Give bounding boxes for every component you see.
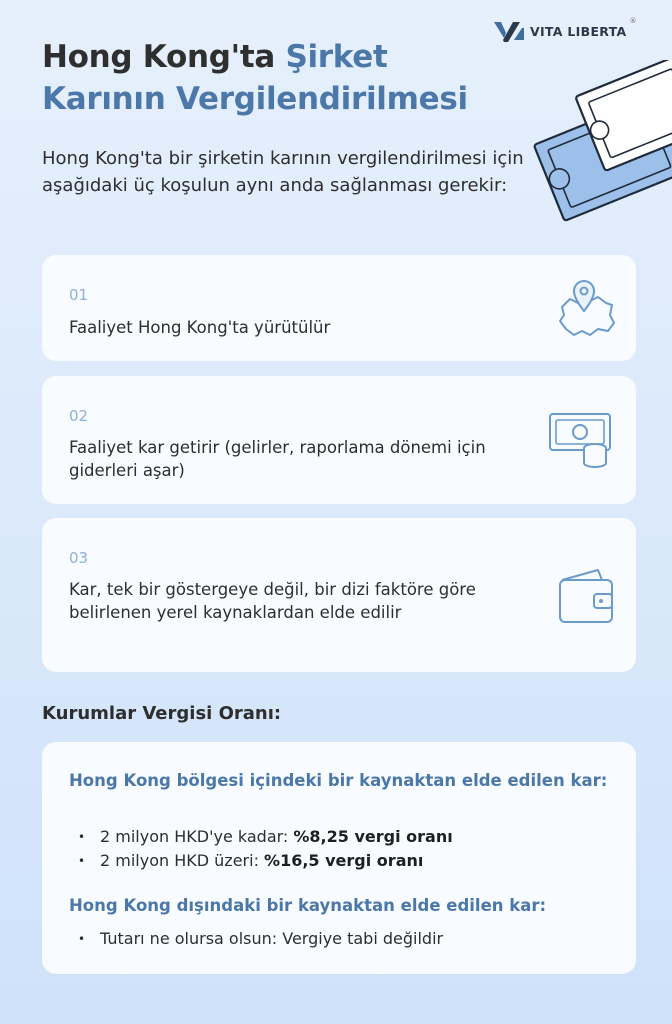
map-pin-icon: [552, 277, 620, 341]
page-title: [42, 36, 468, 120]
title-part-accent: Şirket: [285, 39, 388, 75]
condition-text: Faaliyet Hong Kong'ta yürütülür: [69, 318, 331, 337]
wallet-icon: [554, 566, 618, 628]
title-line2: Karının Vergilendirilmesi: [42, 81, 468, 117]
banknotes-decoration: [530, 60, 672, 230]
condition-text: Faaliyet kar getirir (gelirler, raporlama dönemi için giderleri aşar): [69, 438, 486, 480]
inside-hk-title: Hong Kong bölgesi içindeki bir kaynaktan elde edilen kar:: [69, 771, 608, 790]
brand-name: VITA LIBERTA: [530, 23, 627, 39]
registered-mark: ®: [629, 17, 637, 25]
condition-card-2: [42, 376, 636, 504]
cash-coins-icon: [546, 408, 618, 468]
condition-number: 01: [69, 286, 89, 304]
condition-number: 03: [69, 549, 89, 567]
condition-card-1: [42, 255, 636, 361]
intro-text: Hong Kong'ta bir şirketin karının vergilendirilmesi için aşağıdaki üç koşulun aynı anda sağlanması gerekir:: [42, 148, 524, 196]
inside-hk-list: [78, 825, 453, 873]
brand-logo: [494, 17, 637, 42]
rate-label: 2 milyon HKD'ye kadar:: [100, 827, 294, 846]
rate-label: 2 milyon HKD üzeri:: [100, 851, 265, 870]
tax-rate-heading: Kurumlar Vergisi Oranı:: [42, 703, 282, 724]
list-item: [78, 825, 453, 849]
list-item: [78, 927, 443, 951]
outside-hk-title: Hong Kong dışındaki bir kaynaktan elde edilen kar:: [69, 896, 547, 915]
rate-value: %16,5 vergi oranı: [264, 851, 424, 870]
condition-text: Kar, tek bir göstergeye değil, bir dizi faktöre göre belirlenen yerel kaynaklardan elde edilir: [69, 580, 476, 622]
condition-card-3: [42, 518, 636, 672]
condition-number: 02: [69, 407, 89, 425]
tax-rate-card: [42, 742, 636, 974]
rate-value: %8,25 vergi oranı: [293, 827, 453, 846]
list-item: [78, 849, 453, 873]
outside-hk-list: [78, 927, 443, 951]
title-part-plain: Hong Kong'ta: [42, 39, 286, 75]
rate-label: Tutarı ne olursa olsun: Vergiye tabi değildir: [100, 929, 444, 948]
vl-chevron-logo-icon: [494, 20, 524, 42]
